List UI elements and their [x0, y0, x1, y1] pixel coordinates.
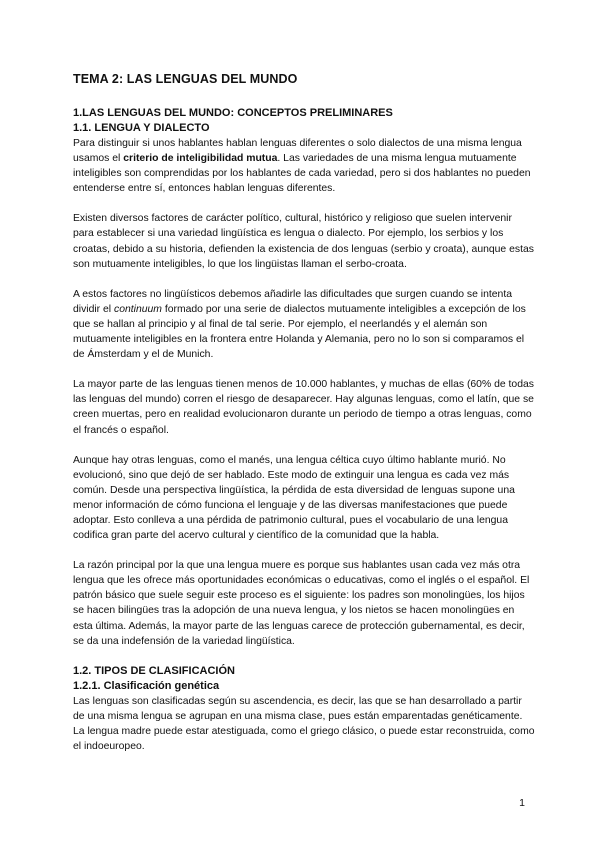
subsection-heading-1-2-1: 1.2.1. Clasificación genética	[73, 679, 220, 692]
page-number: 1	[519, 797, 525, 809]
paragraph-6: La razón principal por la que una lengua muere es porque sus hablantes usan cada vez más otra lengua que les ofrece más oportunidades económicas o educativas, como el inglés o el español. El patrón básico que suele seguir este proceso es el siguiente: los padres son monolingües, los hijos se hacen bilingües tras la adopción de una nueva lengua, y los nietos se hacen monolingües en esta última. Además, la mayor parte de las lenguas carece de protección gubernamental, es decir, se da una indefensión de la variedad lingüística.	[73, 560, 530, 647]
subsection-heading-1-1: 1.1. LENGUA Y DIALECTO	[73, 122, 210, 134]
italic-term: continuum	[114, 303, 162, 315]
paragraph-1: Para distinguir si unos hablantes hablan lenguas diferentes o solo dialectos de una misma lengua usamos el criterio de inteligibilidad mutua. Las variedades de una misma lengua mutuamente inteligibles son comprendidas por los hablantes de cada variedad, pero si dos hablantes no pueden entenderse entre sí, entonces hablan lenguas diferentes.	[73, 138, 531, 195]
section-heading-1: 1.LAS LENGUAS DEL MUNDO: CONCEPTOS PRELIMINARES	[73, 107, 393, 119]
paragraph-2: Existen diversos factores de carácter político, cultural, histórico y religioso que suelen intervenir para establecer si una variedad lingüística es lengua o dialecto. Por ejemplo, los serbios y los croatas, debido a su historia, defienden la existencia de dos lenguas (serbio y croata), aunque estas son mutuamente inteligibles, lo que los lingüistas llaman el serbo-croata.	[73, 213, 534, 270]
section-heading-1-2: 1.2. TIPOS DE CLASIFICACIÓN	[73, 664, 235, 677]
paragraph-5: Aunque hay otras lenguas, como el manés, una lengua céltica cuyo último hablante murió. No evolucionó, sino que dejó de ser hablado. Este modo de extinguir una lengua es cada vez más común. Desde una perspectiva lingüística, la pérdida de esta diversidad de lenguas supone una menor información de cómo funciona el lenguaje y de las diversas manifestaciones que puede adoptar. Esto conlleva a una pérdida de patrimonio cultural, pues el vocabulario de una lengua codifica gran parte del acervo cultural y científico de la comunidad que la habla.	[73, 454, 515, 542]
paragraph-3: A estos factores no lingüísticos debemos añadirle las dificultades que surgen cuando se intenta dividir el continuum formado por una serie de dialectos mutuamente inteligibles a excepción de los que se hallan al principio y al final de tal serie. Por ejemplo, el neerlandés y el alemán son mutuamente inteligibles en la frontera entre Holanda y Alemania, pero no lo son si comparamos el de Ámsterdam y el de Munich.	[73, 288, 526, 361]
paragraph-4: La mayor parte de las lenguas tienen menos de 10.000 hablantes, y muchas de ellas (60% de todas las lenguas del mundo) corren el riesgo de desaparecer. Hay algunas lenguas, como el latín, que se creen muertas, pero en realidad evolucionaron durante un periodo de tiempo a otras lenguas, como el francés o español.	[73, 379, 534, 436]
document-page	[73, 72, 535, 769]
bold-term: criterio de inteligibilidad mutua	[123, 153, 278, 165]
page-title: TEMA 2: LAS LENGUAS DEL MUNDO	[73, 72, 298, 86]
paragraph-7: Las lenguas son clasificadas según su ascendencia, es decir, las que se han desarrollado a partir de una misma lengua se agrupan en una misma clase, pues están emparentadas genéticamente. La lengua madre puede estar atestiguada, como el griego clásico, o puede estar reconstruida, como el indoeuropeo.	[73, 695, 535, 752]
